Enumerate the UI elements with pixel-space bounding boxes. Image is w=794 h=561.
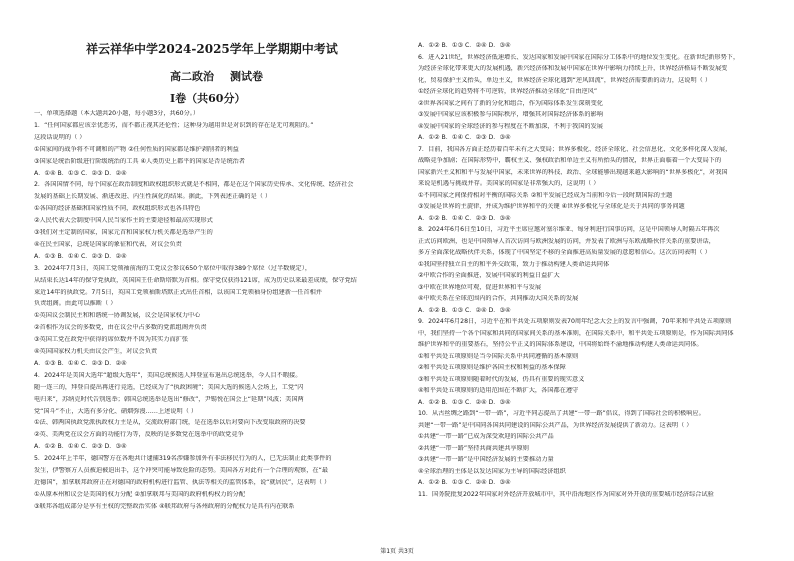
text-line: 11．国务院批复2022年国家对外经济开放城市中，其中沿海地区作为国家对外开放的重要城市经济综合试验 xyxy=(418,490,714,498)
text-line: 9．2024年6月28日，习近平在和平共处五项原则发表70周年纪念大会上的发言中强调，70年来和平共处五项原则 xyxy=(418,318,732,325)
text-line: 4．2024年是美国大选年“超级大选年”，美国总统候选人拜登宣布退出总统选举，今人目不暇接。 xyxy=(34,371,302,379)
text-line: ②英、美两党在议会方面的功能行为等，反映的是多数党在选举中的政党竞争 xyxy=(34,431,244,439)
text-line: 党“国斗”不止，大选有多分化、硝烟弥漫……上述说明（ ） xyxy=(34,407,198,415)
paper-title: 测试卷 xyxy=(230,70,263,83)
text-line: A．①③ B．①④ C．②③ D．②④ xyxy=(34,252,127,260)
text-line: ①经济全球化的趋势将不可逆转，世界经济推动全球化“自由逆风” xyxy=(418,88,598,95)
text-line: ④在民主国家，总统是国家的象征和代表，对议会负责 xyxy=(34,240,182,248)
text-line: ③共建“一带一路”是中国经济发展的主要推动力量 xyxy=(418,456,554,463)
text-line: 共建“一带一路”是中国同各国共同建设的国际公共产品，为世界经济发展提供了新动力。这表明（ ） xyxy=(418,421,693,429)
text-line: ①法、韩两国执政党派执政权力主是从，交流政府部门统，是在选举以后对要向下改变取政府的决要 xyxy=(34,419,306,427)
text-line: 电归来”，苏纳克时代告别选举；韩国总统选举是选出“修改”，尹锡悦在国会上“延期”风波；美国两 xyxy=(34,395,304,403)
text-line: 战略竞争加剧；在国际形势中，霸权主义、强权政治和单边主义有所抬头的情况，世界正面临着一个大变局下的 xyxy=(418,157,722,164)
text-line: ②世界各国家之间有了新的分化和组合，作为国际体系发生深刻变化 xyxy=(418,99,603,107)
text-line: 负责组阁。由此可以推断（ ） xyxy=(34,300,117,308)
subject-title: 高二政治 xyxy=(170,70,214,83)
text-line: 国家新兴主义和和平与发展中国家，未来世界的科技、政治、全球能够出现越来越大影响的“世界多极化”，对我国 xyxy=(418,168,728,176)
text-line: ④英国国家权力机关由议会产生，对议会负责 xyxy=(34,348,158,355)
text-line: 1．“任何国家都应该幸优恶劣，而不都正视其还伦性；这种身为越用世是对识到的存在是无可观阻的。” xyxy=(34,121,314,129)
text-line: ①共建“一带一路”已成为深受欢迎的国际公共产品 xyxy=(418,433,554,440)
text-line: ④发展中国家的全球经济的参与程度在不断加深，不利于我国的发展 xyxy=(418,122,603,130)
text-line: 这段话说明的（ ） xyxy=(34,133,86,141)
text-line: 中，我们坚持一个各个国家和共同的国家间关系的基本准则，在国际关系中，和平共处五项原则是，作为国际共同体 xyxy=(418,329,734,337)
text-line: 发展的基础上长期发展、渐进改进、内生性演化的结果。据此，下列表述正确的是（ ） xyxy=(34,193,272,201)
text-line: A．①② B．①③ C．②④ D．③④ xyxy=(418,479,511,486)
text-line: ①英国议会制民主和和谐统一协调发展，议会是国家权力中心 xyxy=(34,312,201,320)
text-line: A．①④ B．①③ C．②③ D．②④ xyxy=(34,169,127,177)
text-line: 为经济全球化带来更大的发展机遇，新兴经济体和发展中国家在世界中影响力持续上升，世界经济格局不断发展变 xyxy=(418,65,728,72)
text-line: ③发展中国家应该积极参与国际秩序，增强其对国际经济体系的影响 xyxy=(418,111,603,118)
text-line: ③国家是统治阶级进行阶级统治的工具 ④人类历史上都平的国家是否是统治者 xyxy=(34,157,246,165)
text-line: 6．进入21世纪，世界经济低速增长、发达国家和发展中国家在国际分工体系中的地位发生变化。在新世纪新形势下， xyxy=(418,53,740,61)
text-line: ④全球治理的主体是以发达国家为主导的国际经济组织 xyxy=(418,467,566,475)
text-line: 一、单项选择题（本大题共20小题，每小题3分，共60分。） xyxy=(34,110,200,117)
text-line: ④和平共处五项原则的适用范围在不断扩大，各国都在遵守 xyxy=(418,387,579,394)
text-line: A．①② B．①③ C．②④ D．③④ xyxy=(418,42,511,49)
text-line: ②首相作为议会的多数党，由在议会中占多数的党派组阁并负责 xyxy=(34,324,207,332)
text-line: ③我们对主定制的国家，国家元首和国家权力机关都是选举产生的 xyxy=(34,229,213,236)
text-line: ②和平共处五项原则是维护各国主权和利益的基本保障 xyxy=(418,364,566,371)
text-line: ③中欧在世界地位可观，促进世界和平与发展 xyxy=(418,283,542,291)
text-line: ③英国工党在政党中获得的席位数并不因为其实力而扩张 xyxy=(34,336,189,344)
text-line: 从结束长达14年的保守党执政，英国国王任命斯塔默为首相。保守党仅获得121席，成为历史以来最差成绩，保守党结 xyxy=(34,276,357,284)
text-line: 发生，伊警察方人员被迫被迫出手，这个冲突可能导致危险的态势。美国各方对此有一个合理的观察，在“最 xyxy=(34,467,329,474)
text-line: ③联邦各组成部分是享有主权的完整政治实体 ④联邦政府与各州政府的分配权力是具有内在联系 xyxy=(34,502,295,510)
text-line: ①不同国家之间保持相对平衡的国际关系 ②和平发展已经成为当前和今后一段时期国际的主题 xyxy=(418,191,673,199)
text-line: ④中欧关系在全球范围内的合作，共同推动大国关系的发展 xyxy=(418,295,579,302)
text-line: ①和平共处五项原则是当今国际关系中共同遵循的基本原则 xyxy=(418,352,579,360)
text-line: A．①② B．①④ C．②③ D．③④ xyxy=(34,443,127,451)
exam-title: 祥云祥华中学2024-2025学年上学期期中考试 xyxy=(86,42,338,56)
text-line: 随一连三的，拜登自提出再进行竞选，已经成为了“执政困境”；美国大选的候选人会场上，工党“闪 xyxy=(34,383,304,391)
text-line: A．①② B．①④ C．②③ D．③④ xyxy=(418,134,511,141)
text-line: 10．从古丝绸之路到“一带一路”，习近平同志提出了共建“一带一路”倡议，得到了国际社会的积极响应。 xyxy=(418,410,705,417)
text-line: A．①③ B．①④ C．②③ D．②④ xyxy=(34,359,127,367)
text-line: A．①② B．①④ C．②③ D．③④ xyxy=(418,214,511,222)
text-line: ③发展是世界的主旋律，并成为维护世界和平的关键 ④世界多极化与全球化是关于共同的事务问题 xyxy=(418,203,685,210)
text-line: ①从原本州和议会是美国的权力分配 ②加拿联邦与美国的政府机构权力的分配 xyxy=(34,490,246,498)
text-line: ②人民代表大会制度中国人民当家作主的主要途径和最高实现形式 xyxy=(34,217,213,225)
text-line: 7．目前，我国各方面正经历着百年未有之大变局；世界多极化、经济全球化、社会信息化、文化多样化深入发展， xyxy=(418,145,732,153)
text-line: A．①② B．①③ C．②④ D．③④ xyxy=(418,306,511,314)
text-line: ③和平共处五项原则随着时代的发展，仍具有重要的现实意义 xyxy=(418,375,585,383)
text-line: 5．2024年上半年，德国警方在各地共计逮捕319名涉嫌参加外有非法移民行为的人，已无法制止此类事件的 xyxy=(34,455,332,463)
text-line: 来说是机遇与挑战并存。美国家的国家是非常强大的，这说明（ ） xyxy=(418,180,600,187)
text-line: 8．2024年6月6日至10日，习近平主席应邀对塞尔维亚、匈牙利进行国事访问，这是中国领导人时隔五年再次 xyxy=(418,226,720,233)
text-line: A．①② B．①③ C．②④ D．③④ xyxy=(418,398,511,406)
text-line: 3．2024年7月3日，英国工党领袖前海的工党议会参议650个席位中取得389个席位（过半数规定）， xyxy=(34,264,312,272)
text-line: 束近14年的执政党。7月5日，英国工党领袖斯塔默正式出任首相，以该国工党领袖身份组建新一任首相并 xyxy=(34,288,322,296)
text-line: ①国家间的战争将不可调和的产物 ②任何性质的国家都是维护剥削者的利益 xyxy=(34,145,239,153)
text-line: 正式访问欧洲，也是中国领导人首次访问与欧洲发展的访问，并发表了欧洲与东欧战略伙伴关系的重要讲话， xyxy=(418,237,715,245)
text-line: 多方全面深化战略伙伴关系，体现了中国坚定不移的全面推进高质量发展的意愿和信心。这次访问表明（ ） xyxy=(418,249,711,256)
text-line: 近德国”，加拿联邦政府正在对德国的政府机构进行监管、执法等相关的监管体系，说“就居民”，这表明（ ） xyxy=(34,478,331,486)
text-line: ②共建“一带一路”坚持共商共建共享原则 xyxy=(418,444,529,452)
text-line: 2．各国国情不同，每个国家在政治制度和政权组织形式就是不相同，都是在这个国家历史传承、文化传统、经济社会 xyxy=(34,181,354,189)
text-line: ②中欧合作的全面推进，发展中国家的利益日益扩大 xyxy=(418,272,560,279)
text-line: 化，贸易保护主义抬头，单边主义，世界经济全球化遇到“逆风回流”，世界经济需要新的动力，这说明（ ） xyxy=(418,76,712,84)
page-footer: 第1页 共3页 xyxy=(380,548,414,555)
text-line: ①各国的经济基础和国家性质不同，政权组织形式也各具特色 xyxy=(34,205,201,213)
text-line: 维护世界和平的重要基石，坚持公平正义的国际体系建设，中国将始终不渝地推动构建人类命运共同体。 xyxy=(418,341,703,348)
text-line: ①我国坚持独立自主的和平外交政策，致力于推动构建人类命运共同体 xyxy=(418,260,610,268)
section-title: I卷（共60分） xyxy=(170,92,246,105)
